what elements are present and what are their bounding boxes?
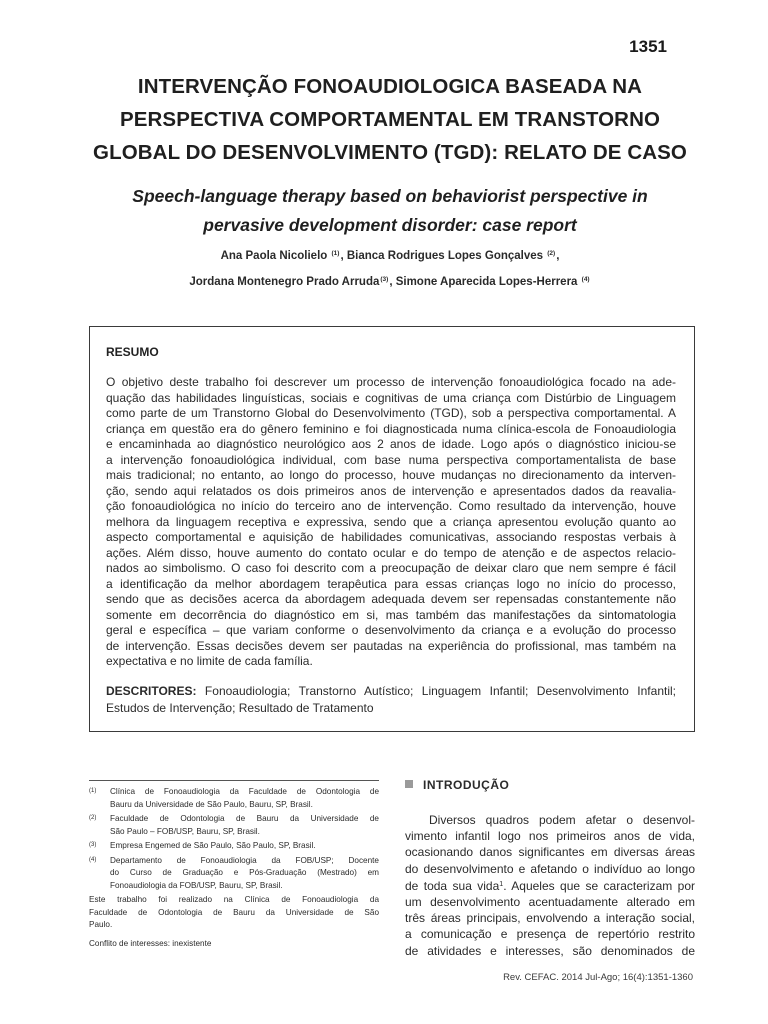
intro-line xyxy=(405,877,695,894)
descriptors-line xyxy=(106,683,676,700)
reference-marker: 1 xyxy=(499,880,504,888)
footnote-line: Bauru da Universidade de São Paulo, Bauru, SP, Brasil. xyxy=(110,799,313,809)
section-heading-introduction xyxy=(405,778,509,792)
footnote-line: Faculdade de Odontologia de Bauru da Universidade de xyxy=(110,814,379,823)
footnote-number: (1) xyxy=(89,788,97,794)
abstract-line: e encaminhada ao diagnóstico neurológico aos 2 anos de idade. Logo após o diagnóstico iniciou-se xyxy=(106,437,676,451)
author-line xyxy=(60,268,720,294)
author-name: Bianca Rodrigues Lopes Gonçalves xyxy=(346,250,544,262)
descriptors-label: DESCRITORES: xyxy=(106,684,197,698)
title-line: PERSPECTIVA COMPORTAMENTAL EM TRANSTORNO xyxy=(119,108,661,131)
footnote-divider xyxy=(89,780,379,781)
footnote-line: Fonoaudiologia da FOB/USP, Bauru, SP, Brasil. xyxy=(110,880,283,890)
author-separator: , xyxy=(340,250,347,262)
author-affiliation-ref: (4) xyxy=(581,276,590,283)
english-title xyxy=(60,182,720,240)
footnote xyxy=(89,813,379,838)
abstract-text xyxy=(106,375,676,670)
abstract-line: mais tradicional; no entanto, ao longo do processo, houve mudanças no direcionamento da interven- xyxy=(106,468,676,482)
abstract-line: O objetivo deste trabalho foi descrever um processo de intervenção fonoaudiológica focado na ade- xyxy=(106,375,676,389)
intro-line: de atividades e interesses, são denominados de xyxy=(405,943,695,958)
abstract-line: somente em decorrência do diagnóstico em si, mas também das manifestações da sintomatologia xyxy=(106,607,676,622)
descriptors-line: Estudos de Intervenção; Resultado de Tratamento xyxy=(106,701,374,715)
abstract-line: a identificação da melhor abordagem terapêutica para essas crianças logo no início do processo, xyxy=(106,576,676,591)
section-square-icon xyxy=(405,780,413,788)
intro-line: três áreas principais, envolvendo a interação social, xyxy=(405,911,695,926)
title-line: GLOBAL DO DESENVOLVIMENTO (TGD): RELATO DE CASO xyxy=(93,141,687,164)
footnote-line: Empresa Engemed de São Paulo, São Paulo, SP, Brasil. xyxy=(110,841,316,850)
intro-line: a comunicação e presença de repertório restrito xyxy=(405,927,695,942)
footnotes xyxy=(89,786,379,950)
intro-line: Diversos quadros podem afetar o desenvol- xyxy=(429,813,695,827)
section-heading-text: INTRODUÇÃO xyxy=(423,778,510,792)
author-name: Simone Aparecida Lopes-Herrera xyxy=(395,276,578,288)
footnote xyxy=(89,855,379,893)
abstract-line: nados ao simbolismo. O caso foi descrito com a preocupação de deixar claro que nem sempre é fácil xyxy=(106,561,676,575)
abstract-line: ção fonoaudiológica no início do terceiro ano de intervenção. Como resultado da intervenção, houve xyxy=(106,499,676,513)
footnote xyxy=(89,840,379,853)
introduction-text xyxy=(405,812,695,959)
footnote-line: Clínica de Fonoaudiologia da Faculdade de Odontologia de xyxy=(110,787,379,796)
intro-line: um desenvolvimento acentuadamente alterado em xyxy=(405,895,695,910)
author-affiliation-ref: (1) xyxy=(331,250,340,257)
intro-text: de toda sua vida xyxy=(405,878,500,893)
funding-line: Este trabalho foi realizado na Clínica de Fonoaudiologia da xyxy=(89,895,379,904)
funding-note xyxy=(89,894,379,932)
author-name: Jordana Montenegro Prado Arruda xyxy=(189,276,380,288)
abstract-heading: RESUMO xyxy=(106,345,159,359)
intro-text: . Aqueles que se caracterizam por xyxy=(503,878,695,893)
footnote-number: (3) xyxy=(89,842,97,848)
intro-line: do desenvolvimento e afetando o indivíduo ao longo xyxy=(405,861,695,876)
author-line xyxy=(60,242,720,268)
footnote-number: (2) xyxy=(89,815,97,821)
page-number: 1351 xyxy=(629,37,667,56)
footnote-line: Departamento de Fonoaudiologia da FOB/USP; Docente xyxy=(110,855,379,865)
abstract-line: melhora da linguagem receptiva e expressiva, sendo que a criança apresentou evolução quanto ao xyxy=(106,514,676,529)
abstract-line: sendo que as decisões acerca da abordagem adequada devem ser repensadas constantemente não xyxy=(106,592,676,606)
author-separator: , xyxy=(389,276,396,288)
title-line: INTERVENÇÃO FONOAUDIOLOGICA BASEADA NA xyxy=(137,75,643,98)
footnote xyxy=(89,786,379,811)
author-affiliation-ref: (2) xyxy=(547,250,556,257)
journal-citation: Rev. CEFAC. 2014 Jul-Ago; 16(4):1351-1360 xyxy=(503,972,693,983)
author-list xyxy=(60,242,720,294)
descriptors-text: Fonoaudiologia; Transtorno Autístico; Linguagem Infantil; Desenvolvimento Infantil; xyxy=(196,684,676,698)
abstract-line: expectativa e no limite de cada família. xyxy=(106,654,313,668)
funding-line: Faculdade de Odontologia de Bauru da Universidade de São xyxy=(89,907,379,917)
subtitle-line: Speech-language therapy based on behaviorist perspective in xyxy=(132,186,648,206)
author-separator: , xyxy=(556,250,560,262)
abstract-line: como parte de um Transtorno Global do Desenvolvimento (TGD), sob a perspectiva comportamental. A xyxy=(106,406,676,420)
abstract-line: a intervenção fonoaudiológica individual, com base numa perspectiva comportamentalista de base xyxy=(106,452,676,467)
abstract-line: geral e específica – que variam conforme o desenvolvimento da criança e a evolução do processo xyxy=(106,623,676,637)
intro-line: ocasionando danos significantes em diversas áreas xyxy=(405,845,695,860)
abstract-line: de intervenção. Essas decisões devem ser pautadas na experiência do profissional, mas também na xyxy=(106,638,676,653)
funding-line: Paulo. xyxy=(89,920,113,929)
abstract-line: quação das habilidades linguísticas, sociais e cognitivas de uma criança com Distúrbio de Linguagem xyxy=(106,390,676,405)
abstract-line: criança em questão era do gênero feminino e foi diagnosticada numa clínica-escola de Fonoaudiologia xyxy=(106,421,676,436)
conflict-of-interest: Conflito de interesses: inexistente xyxy=(89,938,212,948)
abstract-line: aspecto comportamental e aquisição de habilidades comunicativas, associando respostas verbais à xyxy=(106,530,676,544)
author-name: Ana Paola Nicolielo xyxy=(220,250,328,262)
intro-line: vimento infantil logo nos primeiros anos de vida, xyxy=(405,829,695,844)
article-title xyxy=(60,70,720,169)
footnote-line: São Paulo – FOB/USP, Bauru, SP, Brasil. xyxy=(110,826,260,836)
author-affiliation-ref: (3) xyxy=(380,276,389,283)
footnote-line: do Curso de Graduação e Pós-Graduação (Mestrado) em xyxy=(110,868,379,877)
subtitle-line: pervasive development disorder: case report xyxy=(203,215,577,235)
descriptors xyxy=(106,683,676,717)
abstract-line: ção, sendo aqui relatados os dois primeiros anos de intervenção e apresentados dados da reavalia- xyxy=(106,483,676,498)
abstract-line: ações. Além disso, houve aumento do contato ocular e do tempo de atenção e de aspectos relacio- xyxy=(106,545,676,560)
footnote-number: (4) xyxy=(89,856,97,863)
